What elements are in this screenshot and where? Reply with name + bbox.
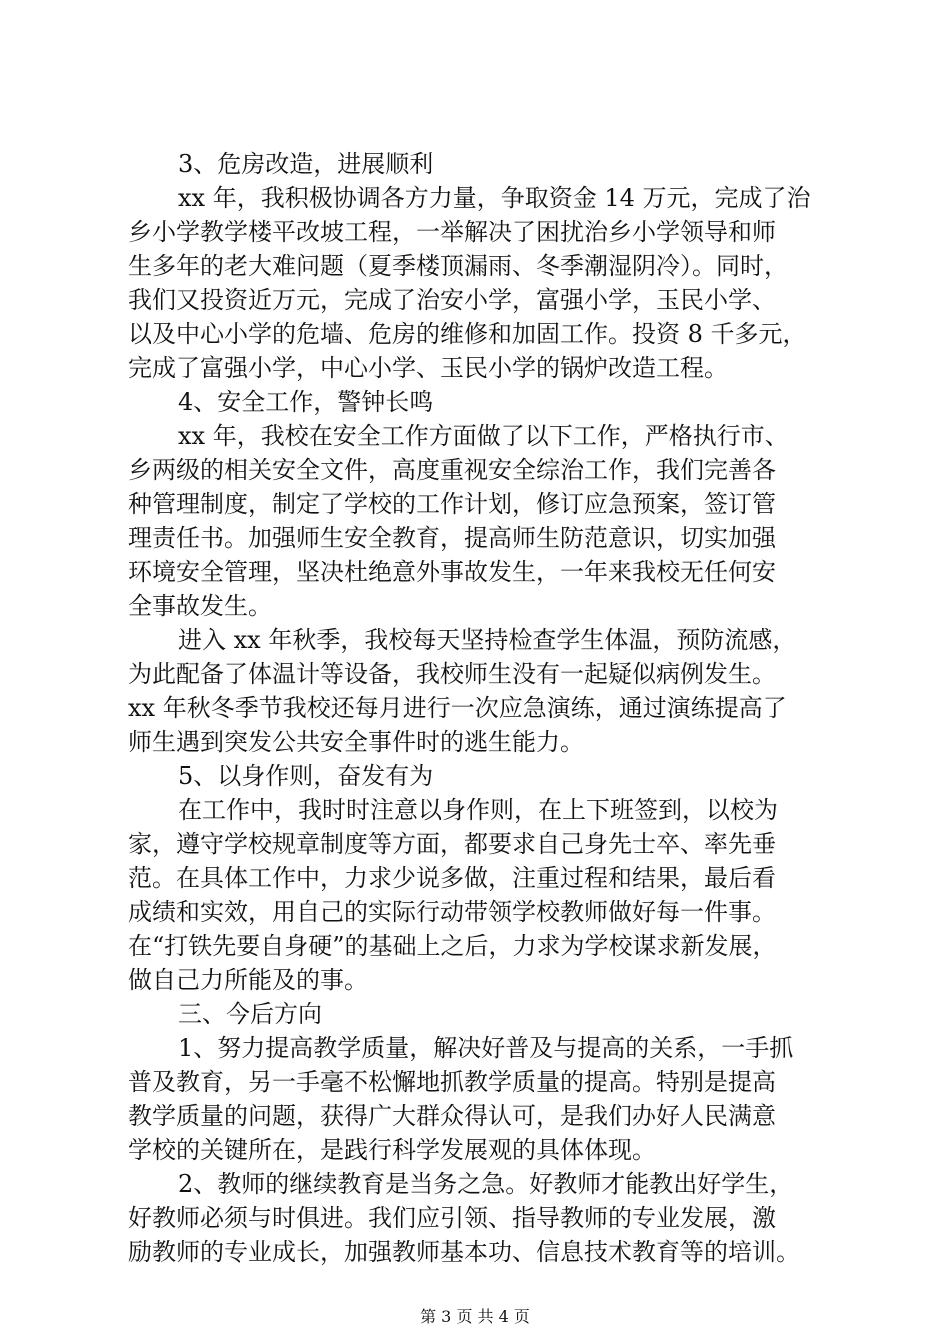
- heading-dangerous-building: 3、危房改造，进展顺利: [178, 150, 434, 178]
- paragraph-line: 1、努力提高教学质量，解决好普及与提高的关系，一手抓: [178, 1034, 794, 1062]
- paragraph-line: 学校的关键所在，是践行科学发展观的具体体现。: [128, 1136, 656, 1164]
- paragraph-line: 环境安全管理，坚决杜绝意外事故发生，一年来我校无任何安: [128, 558, 776, 586]
- paragraph-line: xx 年秋冬季节我校还每月进行一次应急演练，通过演练提高了: [128, 694, 787, 722]
- paragraph-line: 好教师必须与时俱进。我们应引领、指导教师的专业发展，激: [128, 1204, 776, 1232]
- paragraph-line: 家，遵守学校规章制度等方面，都要求自己身先士卒、率先垂: [128, 830, 776, 858]
- paragraph-line: 为此配备了体温计等设备，我校师生没有一起疑似病例发生。: [128, 660, 776, 688]
- heading-safety-work: 4、安全工作，警钟长鸣: [178, 388, 434, 416]
- paragraph-line: xx 年，我校在安全工作方面做了以下工作，严格执行市、: [178, 422, 789, 450]
- paragraph-line: 乡两级的相关安全文件，高度重视安全综治工作，我们完善各: [128, 456, 776, 484]
- paragraph-line: 全事故发生。: [128, 592, 272, 620]
- paragraph-line: 乡小学教学楼平改坡工程，一举解决了困扰治乡小学领导和师: [128, 218, 776, 246]
- paragraph-line: 2、教师的继续教育是当务之急。好教师才能教出好学生，: [178, 1170, 794, 1198]
- paragraph-line: 在“打铁先要自身硬”的基础上之后，力求为学校谋求新发展，: [128, 932, 777, 960]
- paragraph-line: 教学质量的问题，获得广大群众得认可，是我们办好人民满意: [128, 1102, 776, 1130]
- paragraph-line: 种管理制度，制定了学校的工作计划，修订应急预案，签订管: [128, 490, 776, 518]
- paragraph-line: 进入 xx 年秋季，我校每天坚持检查学生体温，预防流感，: [178, 626, 797, 654]
- paragraph-line: 理责任书。加强师生安全教育，提高师生防范意识，切实加强: [128, 524, 776, 552]
- paragraph-line: 成绩和实效，用自己的实际行动带领学校教师做好每一件事。: [128, 898, 776, 926]
- paragraph-line: xx 年，我积极协调各方力量，争取资金 14 万元，完成了治: [178, 184, 811, 212]
- paragraph-line: 做自己力所能及的事。: [128, 966, 368, 994]
- heading-lead-by-example: 5、以身作则，奋发有为: [178, 762, 434, 790]
- paragraph-line: 在工作中，我时时注意以身作则，在上下班签到，以校为: [178, 796, 778, 824]
- paragraph-line: 师生遇到突发公共安全事件时的逃生能力。: [128, 728, 584, 756]
- paragraph-line: 普及教育，另一手毫不松懈地抓教学质量的提高。特别是提高: [128, 1068, 776, 1096]
- paragraph-line: 完成了富强小学，中心小学、玉民小学的锅炉改造工程。: [128, 354, 728, 382]
- paragraph-line: 励教师的专业成长，加强教师基本功、信息技术教育等的培训。: [128, 1238, 800, 1266]
- paragraph-line: 我们又投资近万元，完成了治安小学，富强小学，玉民小学、: [128, 286, 776, 314]
- paragraph-line: 以及中心小学的危墙、危房的维修和加固工作。投资 8 千多元，: [128, 320, 807, 348]
- paragraph-line: 范。在具体工作中，力求少说多做，注重过程和结果，最后看: [128, 864, 776, 892]
- page-number-footer: 第 3 页 共 4 页: [420, 1307, 530, 1326]
- heading-future-direction: 三、今后方向: [178, 1000, 322, 1028]
- paragraph-line: 生多年的老大难问题（夏季楼顶漏雨、冬季潮湿阴冷）。同时，: [128, 252, 788, 280]
